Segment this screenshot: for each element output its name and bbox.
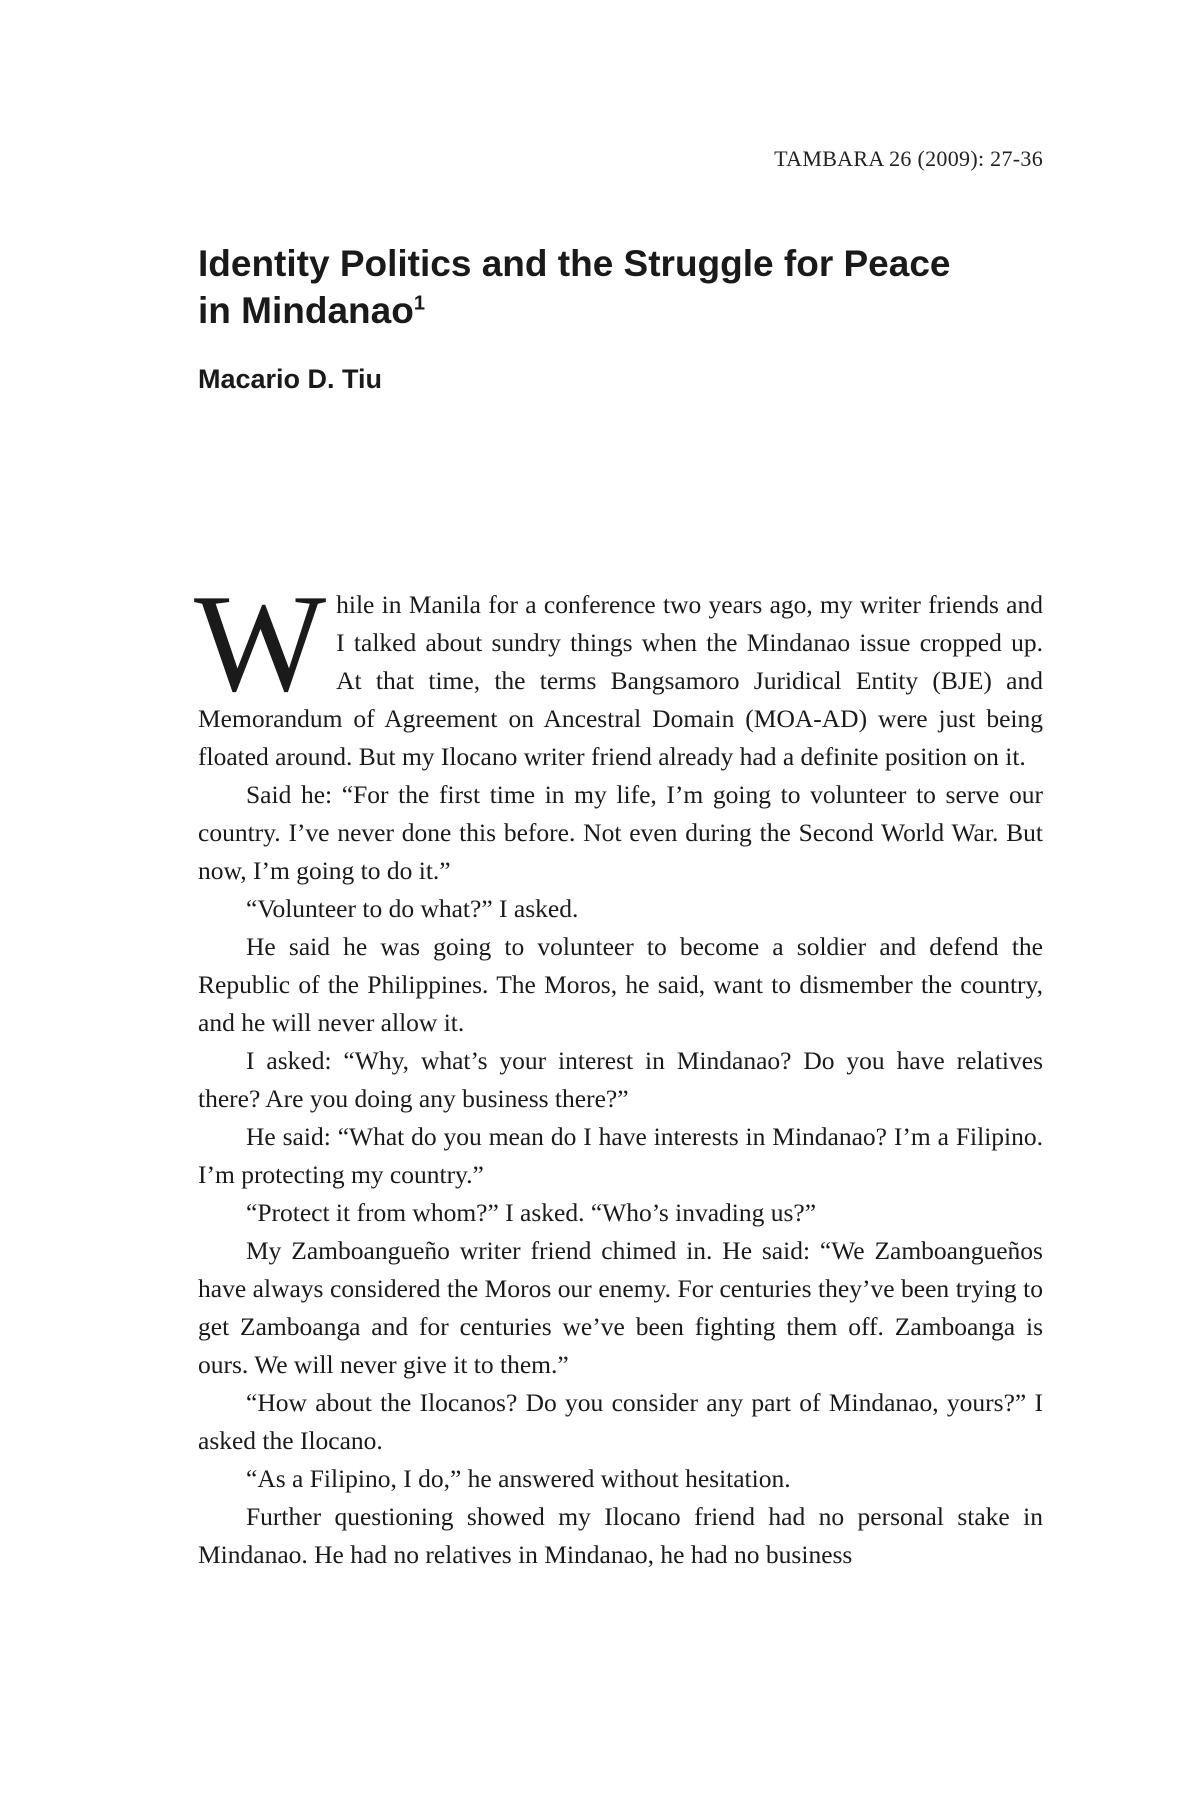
article-body [194, 566, 1043, 1574]
paragraph-8: My Zamboangueño writer friend chimed in. He said: “We Zamboangueños have always considered the Moros our enemy. For centuries they’ve been trying to get Zamboanga and for centuries we’ve been fighting them off. Zamboanga is ours. We will never give it to them.” [198, 1236, 1043, 1379]
title-line-2-text: in Mindanao [198, 290, 414, 331]
paragraph-4: He said he was going to volunteer to become a soldier and defend the Republic of the Philippines. The Moros, he said, want to dismember the country, and he will never allow it. [198, 932, 1043, 1037]
paragraph-9: “How about the Ilocanos? Do you consider any part of Mindanao, yours?” I asked the Ilocano. [198, 1388, 1043, 1455]
title-line-1: Identity Politics and the Struggle for Peace [198, 243, 951, 284]
paragraph-2: Said he: “For the first time in my life, I’m going to volunteer to serve our country. I’ve never done this before. Not even during the Second World War. But now, I’m going to do it.” [198, 780, 1043, 885]
author-name: Macario D. Tiu [198, 364, 383, 394]
drop-cap: W [194, 566, 327, 721]
paragraph-10: “As a Filipino, I do,” he answered without hesitation. [246, 1464, 791, 1493]
paragraph-6: He said: “What do you mean do I have interests in Mindanao? I’m a Filipino. I’m protecting my country.” [198, 1122, 1043, 1189]
footnote-marker[interactable]: 1 [413, 292, 425, 315]
title-line-2 [198, 287, 1043, 334]
paragraph-3: “Volunteer to do what?” I asked. [246, 894, 579, 923]
paragraph-7: “Protect it from whom?” I asked. “Who’s invading us?” [246, 1198, 817, 1227]
paragraph-5: I asked: “Why, what’s your interest in Mindanao? Do you have relatives there? Are you doing any business there?” [198, 1046, 1043, 1113]
paragraph-11: Further questioning showed my Ilocano friend had no personal stake in Mindanao. He had no relatives in Mindanao, he had no business [198, 1502, 1043, 1569]
running-head: TAMBARA 26 (2009): 27-36 [774, 146, 1043, 171]
paragraph-1 [194, 566, 1043, 776]
article-title [198, 240, 1043, 334]
paragraph-text: hile in Manila for a conference two years ago, my writer friends and I talked about sundry things when the Mindanao issue cropped up. At that time, the terms Bangsamoro Juridical Entity (BJE) and Memorandum of Agreement on Ancestral Domain (MOA-AD) were just being floated around. But my Ilocano writer friend already had a definite position on it. [198, 590, 1043, 771]
